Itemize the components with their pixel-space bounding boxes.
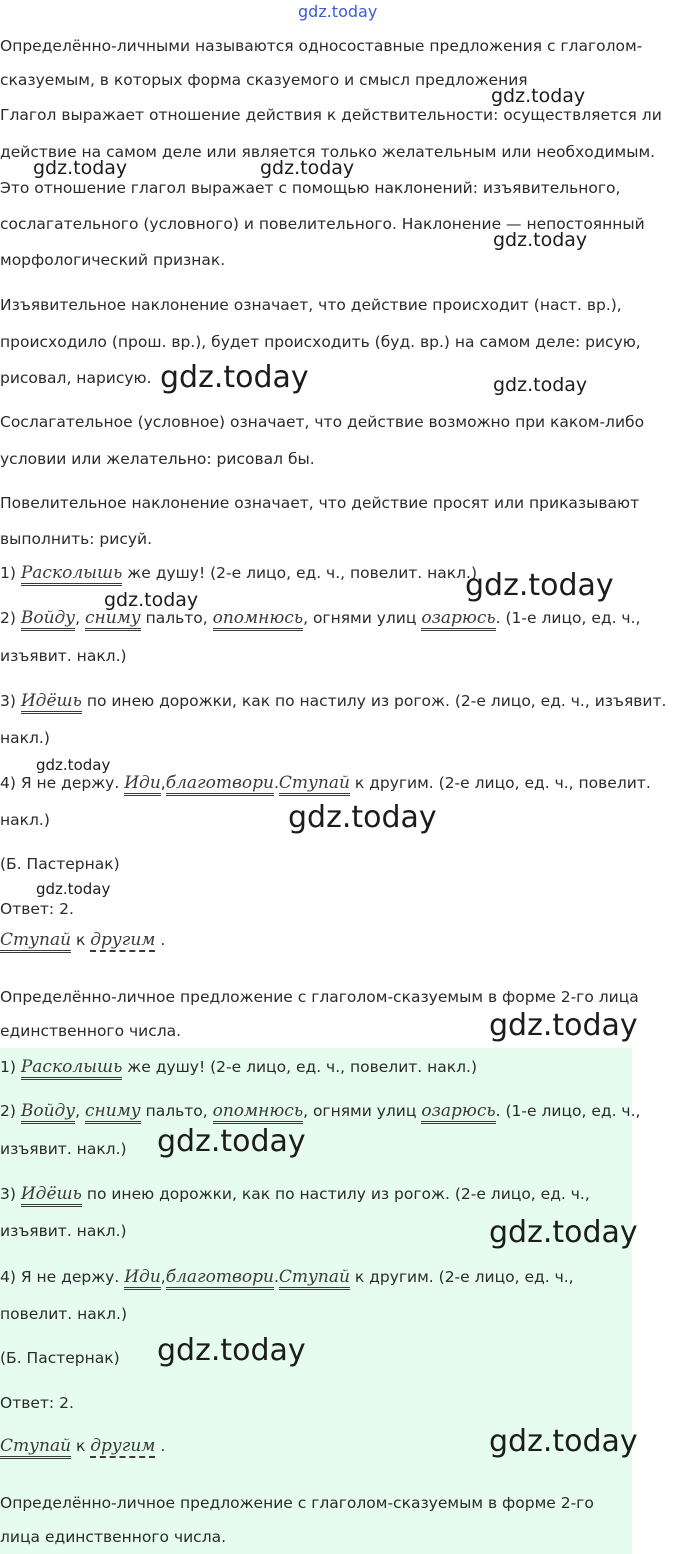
theory-line: морфологический признак. [0,251,226,269]
answer-explanation: Определённо-личное предложение с глаголом-сказуемым в форме 2-го [0,1494,594,1512]
theory-line: Сослагательное (условное) означает, что действие возможно при каком-либо [0,413,645,431]
predicate-word: Ступай [279,1267,350,1290]
answer-sentence: Ступай к другим . [0,1436,165,1456]
watermark: gdz.today [33,157,128,179]
object-word: другим [90,930,156,950]
answer-label: Ответ: 2. [0,1394,74,1412]
theory-line: рисовал, нарисую. [0,369,152,387]
answer-explanation: Определённо-личное предложение с глаголом-сказуемым в форме 2-го лица [0,988,639,1006]
theory-line: выполнить: рисуй. [0,530,153,548]
predicate-word: Иди [124,773,161,796]
predicate-word: Расколышь [21,1057,123,1080]
theory-line: условии или желательно: рисовал бы. [0,450,315,468]
poem-line-4-cont: накл.) [0,811,50,829]
predicate-word: Ступай [0,930,71,953]
watermark: gdz.today [465,568,614,603]
poem-line-2-cont: изъявит. накл.) [0,1140,127,1158]
watermark: gdz.today [489,1008,638,1043]
answer-explanation: единственного числа. [0,1022,182,1040]
poem-line-4-cont: повелит. накл.) [0,1305,128,1323]
answer-explanation: лица единственного числа. [0,1528,227,1546]
predicate-word: Расколышь [21,563,123,586]
watermark: gdz.today [104,589,199,611]
poem-author: (Б. Пастернак) [0,1349,120,1367]
predicate-word: озарюсь [421,608,495,631]
watermark: gdz.today [489,1424,638,1459]
answer-sentence: Ступай к другим . [0,930,165,950]
theory-line: Изъявительное наклонение означает, что действие происходит (наст. вр.), [0,296,622,314]
predicate-word: Идёшь [21,1184,82,1207]
poem-line-4: 4) Я не держу. Иди,благотвори.Ступай к другим. (2-е лицо, ед. ч., [0,1267,574,1287]
predicate-word: благотвори [166,773,274,796]
predicate-word: опомнюсь [213,608,303,631]
predicate-word: Ступай [279,773,350,796]
predicate-word: озарюсь [421,1101,495,1124]
poem-line-3: 3) Идёшь по инею дорожки, как по настилу из рогож. (2-е лицо, ед. ч., [0,1184,590,1204]
poem-line-3-cont: накл.) [0,729,50,747]
object-word: другим [90,1436,156,1456]
poem-author: (Б. Пастернак) [0,855,120,873]
predicate-word: сниму [85,608,141,631]
predicate-word: благотвори [166,1267,274,1290]
watermark: gdz.today [288,800,437,835]
predicate-word: Войду [21,1101,75,1124]
watermark: gdz.today [491,85,586,107]
site-logo: gdz.today [298,2,378,21]
theory-line: Повелительное наклонение означает, что действие просят или приказывают [0,494,640,512]
theory-line: Глагол выражает отношение действия к действительности: осуществляется ли [0,106,662,124]
poem-line-2: 2) Войду, сниму пальто, опомнюсь, огнями улиц озарюсь. (1-е лицо, ед. ч., [0,1101,640,1121]
predicate-word: Идёшь [21,691,82,714]
poem-line-2: 2) Войду, сниму пальто, опомнюсь, огнями улиц озарюсь. (1-е лицо, ед. ч., [0,608,640,628]
theory-line: происходило (прош. вр.), будет происходить (буд. вр.) на самом деле: рисую, [0,333,641,351]
watermark: gdz.today [260,157,355,179]
poem-line-4: 4) Я не держу. Иди,благотвори.Ступай к другим. (2-е лицо, ед. ч., повелит. [0,773,651,793]
watermark: gdz.today [160,360,309,395]
predicate-word: опомнюсь [213,1101,303,1124]
theory-line: действие на самом деле или является только желательным или необходимым. [0,143,656,161]
poem-line-3: 3) Идёшь по инею дорожки, как по настилу из рогож. (2-е лицо, ед. ч., изъявит. [0,691,666,711]
watermark: gdz.today [36,756,111,774]
watermark: gdz.today [493,229,588,251]
poem-line-2-cont: изъявит. накл.) [0,647,127,665]
predicate-word: Ступай [0,1436,71,1459]
theory-line: Это отношение глагол выражает с помощью наклонений: изъявительного, [0,179,621,197]
watermark: gdz.today [493,374,588,396]
predicate-word: Войду [21,608,75,631]
poem-line-1: 1) Расколышь же душу! (2-е лицо, ед. ч., повелит. накл.) [0,1057,477,1077]
watermark: gdz.today [157,1124,306,1159]
theory-line: Определённо-личными называются односоставные предложения с глаголом- [0,37,643,55]
watermark: gdz.today [157,1333,306,1368]
poem-line-3-cont: изъявит. накл.) [0,1222,127,1240]
poem-line-1: 1) Расколышь же душу! (2-е лицо, ед. ч., повелит. накл.) [0,563,477,583]
answer-label: Ответ: 2. [0,900,74,918]
theory-line: сказуемым, в которых форма сказуемого и смысл предложения [0,71,528,89]
predicate-word: сниму [85,1101,141,1124]
predicate-word: Иди [124,1267,161,1290]
theory-line: сослагательного (условного) и повелительного. Наклонение — непостоянный [0,215,645,233]
watermark: gdz.today [489,1215,638,1250]
watermark: gdz.today [36,880,111,898]
